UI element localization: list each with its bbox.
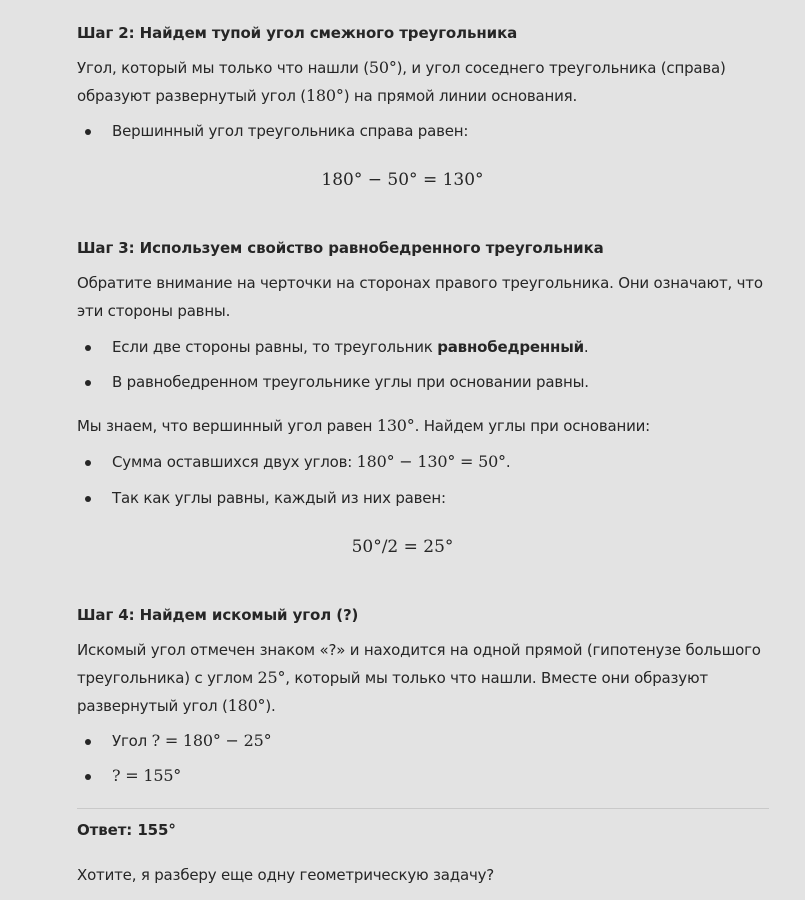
step2-text-b: ), и угол соседнего треугольника (справа) <box>396 59 726 77</box>
step3-bullet3-math: 180° − 130° = 50° <box>356 452 506 471</box>
bullet-dot <box>85 345 91 351</box>
step2-text-d: ) на прямой линии основания. <box>343 87 578 105</box>
step4-heading: Шаг 4: Найдем искомый угол (?) <box>77 606 359 624</box>
step4-line1: Искомый угол отмечен знаком «?» и находится на одной прямой (гипотенузе большого <box>77 641 761 659</box>
step4-bullet1 <box>112 731 271 750</box>
step3-paragraph2 <box>77 412 650 440</box>
step3-para2-text: Мы знаем, что вершинный угол равен <box>77 417 377 435</box>
step4-line2-post: , который мы только что нашли. Вместе они образуют <box>285 669 708 687</box>
step4-bullet2 <box>112 766 181 785</box>
step3-formula: 50°/2 = 25° <box>351 537 454 557</box>
step2-bullet: Вершинный угол треугольника справа равен: <box>112 122 469 140</box>
followup-question: Хотите, я разберу еще одну геометрическую задачу? <box>77 866 495 884</box>
answer-heading: Ответ: 155° <box>77 821 176 839</box>
bullet-dot <box>85 380 91 386</box>
step3-math-130: 130° <box>376 416 415 435</box>
step2-math-180: 180° <box>305 86 344 105</box>
step3-line2: эти стороны равны. <box>77 302 231 320</box>
step4-math-25: 25° <box>257 668 286 687</box>
step4-line3-post: ). <box>265 697 276 715</box>
step3-bullet3-period: . <box>505 453 511 471</box>
step3-bullet1-text: Если две стороны равны, то треугольник <box>112 338 438 356</box>
step3-bullet1-period: . <box>583 338 589 356</box>
step4-bullet2-math: ? = 155° <box>112 766 182 785</box>
step4-line2-text: треугольника) с углом <box>77 669 258 687</box>
bullet-dot <box>85 496 91 502</box>
bullet-dot <box>85 129 91 135</box>
bullet-dot <box>85 460 91 466</box>
step3-bullet3 <box>112 452 510 471</box>
step3-line1: Обратите внимание на черточки на сторонах правого треугольника. Они означают, что <box>77 274 763 292</box>
step3-bullet2: В равнобедренном треугольнике углы при основании равны. <box>112 373 589 391</box>
divider <box>77 808 769 809</box>
step3-heading: Шаг 3: Используем свойство равнобедренного треугольника <box>77 239 604 257</box>
bullet-dot <box>85 739 91 745</box>
step4-bullet1-text: Угол <box>112 732 152 750</box>
step2-formula: 180° − 50° = 130° <box>321 170 484 190</box>
step2-heading: Шаг 2: Найдем тупой угол смежного треугольника <box>77 24 518 42</box>
step2-text-c: образуют развернутый угол ( <box>77 87 306 105</box>
step4-bullet1-math: ? = 180° − 25° <box>151 731 272 750</box>
step3-paragraph <box>77 269 763 325</box>
step3-bullet4: Так как углы равны, каждый из них равен: <box>112 489 446 507</box>
step3-bullet1-bold: равнобедренный <box>437 338 584 356</box>
step4-math-180: 180° <box>227 696 266 715</box>
step3-bullet1 <box>112 338 588 356</box>
step2-math-50: 50° <box>368 58 397 77</box>
bullet-dot <box>85 774 91 780</box>
step3-para2-post: . Найдем углы при основании: <box>414 417 651 435</box>
step4-line3-text: развернутый угол ( <box>77 697 228 715</box>
step4-paragraph <box>77 636 761 720</box>
step2-paragraph <box>77 54 726 110</box>
step2-text-a: Угол, который мы только что нашли ( <box>77 59 369 77</box>
step3-bullet3-text: Сумма оставшихся двух углов: <box>112 453 357 471</box>
